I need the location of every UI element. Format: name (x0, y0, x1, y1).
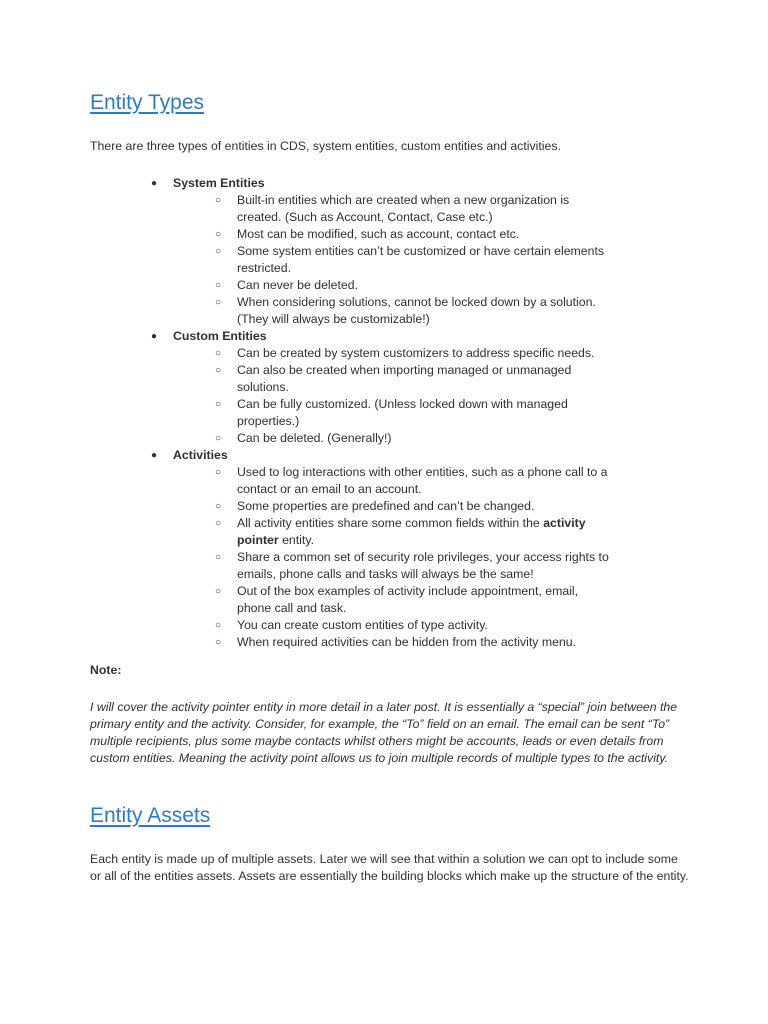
list-item-text: Can be deleted. (Generally!) (237, 431, 392, 445)
list-group (90, 447, 690, 651)
list-item (173, 634, 690, 651)
list-group-label: Activities (173, 448, 228, 462)
sub-list (173, 345, 690, 447)
list-item-text: Used to log interactions with other entities, such as a phone call to a contact or an email to an account. (237, 465, 608, 496)
list-item-text: All activity entities share some common fields within the (237, 516, 544, 530)
list-item (173, 345, 690, 362)
entity-types-intro: There are three types of entities in CDS, system entities, custom entities and activities. (90, 139, 561, 153)
circle-bullet-icon: ○ (215, 246, 222, 257)
list-item-text: When required activities can be hidden from the activity menu. (237, 635, 577, 649)
circle-bullet-icon: ○ (215, 433, 222, 444)
entity-types-list (90, 175, 690, 651)
circle-bullet-icon: ○ (215, 399, 222, 410)
sub-list (173, 192, 690, 328)
note-text: I will cover the activity pointer entity in more detail in a later post. It is essentially a “special” join between the primary entity and the activity. Consider, for example, the “To” field on an email. The email can be sent “To” multiple recipients, plus some maybe contacts whilst others might be accounts, leads or even details from custom entities. Meaning the activity point allows us to join multiple records of multiple types to the activity. (90, 700, 678, 765)
list-item-text: Most can be modified, such as account, contact etc. (237, 227, 520, 241)
list-item-text: Can also be created when importing managed or unmanaged solutions. (237, 363, 572, 394)
list-item (173, 617, 690, 634)
list-group (90, 328, 690, 447)
list-item-text: When considering solutions, cannot be locked down by a solution. (They will always be customizable!) (237, 295, 596, 326)
list-item-text: Built-in entities which are created when a new organization is created. (Such as Account, Contact, Case etc.) (237, 193, 570, 224)
list-item-text: Some properties are predefined and can’t be changed. (237, 499, 535, 513)
list-item (173, 277, 690, 294)
list-item (173, 549, 690, 583)
list-item (173, 464, 690, 498)
circle-bullet-icon: ○ (215, 552, 222, 563)
list-item (173, 294, 690, 328)
circle-bullet-icon: ○ (215, 280, 222, 291)
list-item (173, 362, 690, 396)
bullet-icon: ● (151, 178, 158, 189)
list-item (173, 498, 690, 515)
list-item (173, 515, 690, 549)
circle-bullet-icon: ○ (215, 348, 222, 359)
circle-bullet-icon: ○ (215, 501, 222, 512)
list-item (173, 226, 690, 243)
sub-list (173, 464, 690, 651)
circle-bullet-icon: ○ (215, 620, 222, 631)
note-label: Note: (90, 663, 122, 677)
circle-bullet-icon: ○ (215, 637, 222, 648)
entity-types-heading: Entity Types (90, 91, 205, 114)
circle-bullet-icon: ○ (215, 365, 222, 376)
bullet-icon: ● (151, 331, 158, 342)
entity-assets-heading: Entity Assets (90, 804, 211, 827)
bullet-icon: ● (151, 450, 158, 461)
circle-bullet-icon: ○ (215, 195, 222, 206)
list-item-text: Some system entities can’t be customized or have certain elements restricted. (237, 244, 605, 275)
list-item-bold-text: activity pointer (237, 516, 586, 547)
list-item (173, 583, 690, 617)
list-item (173, 192, 690, 226)
circle-bullet-icon: ○ (215, 467, 222, 478)
list-item (173, 243, 690, 277)
circle-bullet-icon: ○ (215, 518, 222, 529)
list-item-text: Can never be deleted. (237, 278, 359, 292)
list-item (173, 430, 690, 447)
list-item-text: Can be fully customized. (Unless locked down with managed properties.) (237, 397, 568, 428)
entity-assets-text: Each entity is made up of multiple assets. Later we will see that within a solution we can opt to include some or all of the entities assets. Assets are essentially the building blocks which make up the structure of the entity. (90, 852, 689, 883)
list-item-text: entity. (278, 533, 314, 547)
list-group-label: System Entities (173, 176, 265, 190)
circle-bullet-icon: ○ (215, 229, 222, 240)
list-item-text: Out of the box examples of activity include appointment, email, phone call and task. (237, 584, 579, 615)
list-item (173, 396, 690, 430)
circle-bullet-icon: ○ (215, 586, 222, 597)
list-item-text: Share a common set of security role privileges, your access rights to emails, phone calls and tasks will always be the same! (237, 550, 609, 581)
list-item-text: Can be created by system customizers to address specific needs. (237, 346, 595, 360)
circle-bullet-icon: ○ (215, 297, 222, 308)
list-item-text: You can create custom entities of type activity. (237, 618, 488, 632)
list-group-label: Custom Entities (173, 329, 267, 343)
list-group (90, 175, 690, 328)
